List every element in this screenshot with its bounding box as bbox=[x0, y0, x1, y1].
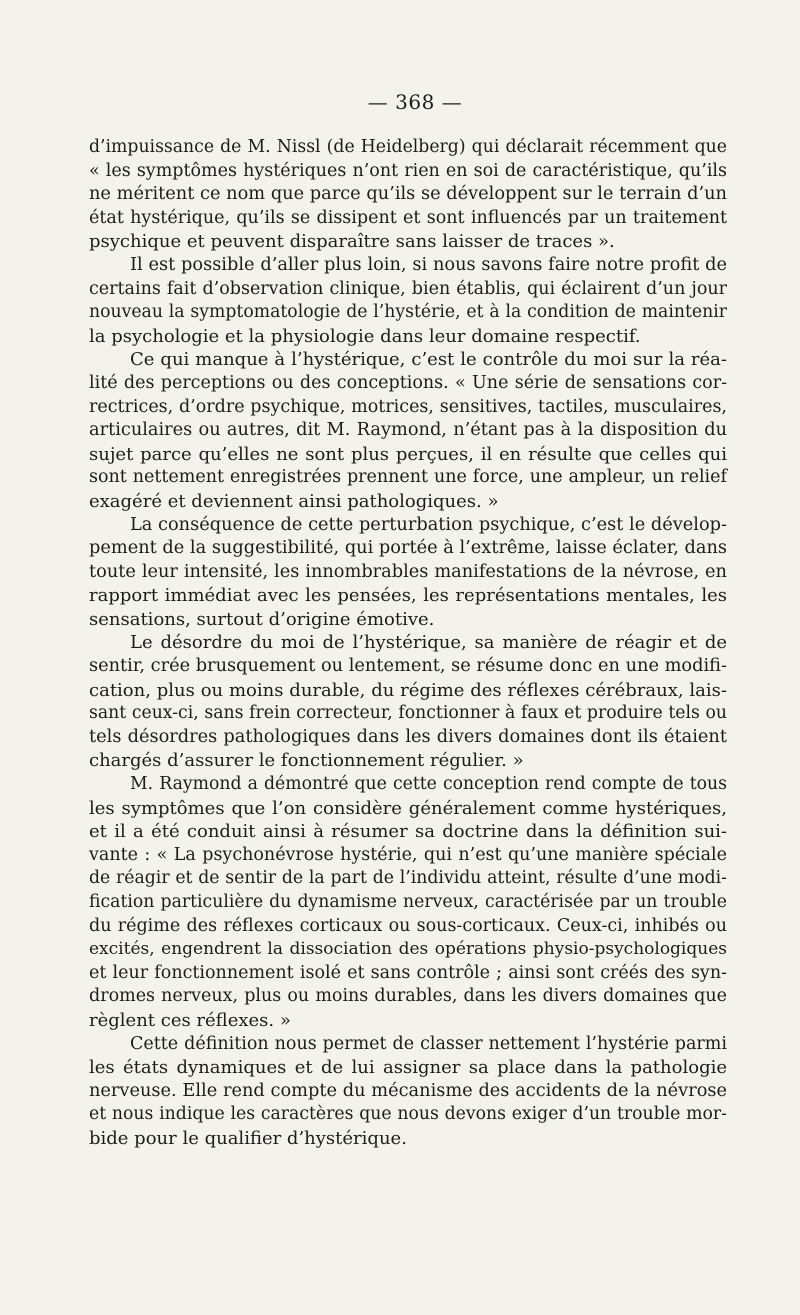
text-line: tels désordres pathologiques dans les divers domaines dont ils étaient bbox=[89, 726, 727, 747]
text-line: et leur fonctionnement isolé et sans contrôle ; ainsi sont créés des syn- bbox=[89, 962, 727, 983]
text-line: fication particulière du dynamisme nerveux, caractérisée par un trouble bbox=[89, 892, 727, 912]
text-line: sensations, surtout d’origine émotive. bbox=[89, 608, 435, 630]
text-line: et il a été conduit ainsi à résumer sa doctrine dans la définition sui- bbox=[89, 821, 727, 843]
text-line: lité des perceptions ou des conceptions. « Une série de sensations cor- bbox=[89, 372, 727, 393]
text-line: nouveau la symptomatologie de l’hystérie, et à la condition de maintenir bbox=[89, 302, 727, 323]
text-line: de réagir et de sentir de la part de l’individu atteint, résulte d’une modi- bbox=[89, 868, 727, 889]
text-line: toute leur intensité, les innombrables manifestations de la névrose, en bbox=[89, 561, 727, 582]
text-line: certains fait d’observation clinique, bien établis, qui éclairent d’un jour bbox=[89, 278, 727, 299]
text-line: du régime des réflexes corticaux ou sous-corticaux. Ceux-ci, inhibés ou bbox=[89, 915, 727, 936]
text-line: La conséquence de cette perturbation psychique, c’est le dévelop- bbox=[130, 514, 727, 535]
text-line: les symptômes que l’on considère généralement comme hystériques, bbox=[89, 797, 727, 819]
text-line: sentir, crée brusquement ou lentement, se résume donc en une modifi- bbox=[89, 656, 727, 677]
text-line: Le désordre du moi de l’hystérique, sa manière de réagir et de bbox=[130, 632, 727, 654]
text-line: sont nettement enregistrées prennent une force, une ampleur, un relief bbox=[89, 467, 727, 488]
text-line: les états dynamiques et de lui assigner sa place dans la pathologie bbox=[89, 1057, 727, 1079]
text-line: et nous indique les caractères que nous devons exiger d’un trouble mor- bbox=[89, 1104, 727, 1125]
text-line: psychique et peuvent disparaître sans laisser de traces ». bbox=[89, 231, 615, 253]
text-line: nerveuse. Elle rend compte du mécanisme des accidents de la névrose bbox=[89, 1080, 727, 1101]
page-number: — 368 — bbox=[367, 90, 463, 114]
text-line: sant ceux-ci, sans frein correcteur, fonctionner à faux et produire tels ou bbox=[89, 703, 727, 724]
text-line: rectrices, d’ordre psychique, motrices, sensitives, tactiles, musculaires, bbox=[89, 396, 727, 417]
text-line: Ce qui manque à l’hystérique, c’est le contrôle du moi sur la réa- bbox=[130, 349, 727, 371]
text-line: excités, engendrent la dissociation des opérations physio-psychologiques bbox=[89, 939, 727, 960]
text-line: « les symptômes hystériques n’ont rien en soi de caractéristique, qu’ils bbox=[89, 160, 727, 181]
text-line: ne méritent ce nom que parce qu’ils se développent sur le terrain d’un bbox=[89, 184, 727, 205]
text-line: dromes nerveux, plus ou moins durables, dans les divers domaines que bbox=[89, 986, 727, 1007]
body-text bbox=[89, 136, 727, 1151]
text-line: bide pour le qualifier d’hystérique. bbox=[89, 1127, 407, 1149]
text-line: règlent ces réflexes. » bbox=[89, 1009, 291, 1031]
text-line: d’impuissance de M. Nissl (de Heidelberg) qui déclarait récemment que bbox=[89, 137, 727, 157]
text-line: état hystérique, qu’ils se dissipent et sont influencés par un traitement bbox=[89, 207, 727, 228]
text-line: Cette définition nous permet de classer nettement l’hystérie parmi bbox=[130, 1033, 727, 1054]
text-line: rapport immédiat avec les pensées, les représentations mentales, les bbox=[89, 585, 727, 607]
text-line: vante : « La psychonévrose hystérie, qui n’est qu’une manière spéciale bbox=[89, 844, 727, 865]
text-line: articulaires ou autres, dit M. Raymond, n’étant pas à la disposition du bbox=[89, 420, 727, 441]
text-line: sujet parce qu’elles ne sont plus perçues, il en résulte que celles qui bbox=[89, 443, 727, 465]
text-line: chargés d’assurer le fonctionnement régulier. » bbox=[89, 750, 524, 772]
text-line: M. Raymond a démontré que cette conception rend compte de tous bbox=[130, 774, 727, 795]
text-line: la psychologie et la physiologie dans leur domaine respectif. bbox=[89, 325, 641, 347]
text-line: exagéré et deviennent ainsi pathologiques. » bbox=[89, 490, 499, 512]
text-line: pement de la suggestibilité, qui portée à l’extrême, laisse éclater, dans bbox=[89, 538, 728, 559]
text-line: cation, plus ou moins durable, du régime des réflexes cérébraux, lais- bbox=[89, 679, 727, 701]
text-line: Il est possible d’aller plus loin, si nous savons faire notre profit de bbox=[130, 254, 727, 275]
